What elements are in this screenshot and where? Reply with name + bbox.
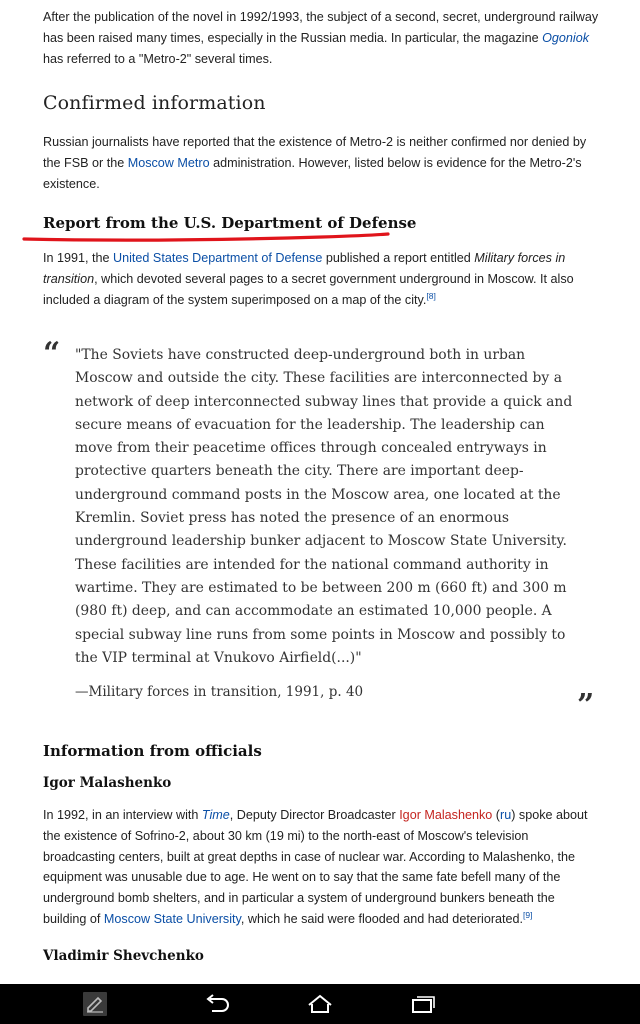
text: , which devoted several pages to a secret government underground in Moscow. It also included a diagram of the system superimposed on a map of the city. (43, 271, 574, 307)
us-department-of-defense-link[interactable]: United States Department of Defense (113, 251, 323, 265)
malashenko-paragraph (43, 805, 599, 930)
ogoniok-link[interactable]: Ogoniok (542, 30, 590, 45)
reference-8-link[interactable]: [8] (426, 290, 436, 301)
close-quote-mark: ” (577, 688, 595, 723)
moscow-metro-link[interactable]: Moscow Metro (127, 155, 210, 170)
text: Russian journalists have reported that the existence of Metro-2 is neither confirmed nor denied by the FSB or the (43, 135, 587, 170)
home-icon[interactable] (303, 990, 337, 1018)
dod-report-heading: Report from the U.S. Department of Defense (43, 214, 417, 232)
blockquote-citation: —Military forces in transition, 1991, p. 40 (75, 684, 364, 700)
red-underline-annotation (22, 229, 392, 247)
text: has referred to a "Metro-2" several times. (43, 51, 273, 66)
back-icon[interactable] (200, 990, 234, 1018)
text: published a report entitled (322, 251, 475, 265)
intro-paragraph (43, 7, 599, 69)
text: administration. However, listed below is evidence for the Metro-2's existence. (43, 155, 582, 191)
text: In 1992, in an interview with (43, 808, 202, 822)
edit-icon[interactable] (80, 990, 110, 1018)
report-title: Military forces in transition (43, 251, 566, 286)
recent-apps-icon[interactable] (406, 990, 440, 1018)
text: In 1991, the (43, 251, 114, 265)
text: ( (492, 808, 500, 822)
igor-malashenko-link[interactable]: Igor Malashenko (399, 808, 493, 822)
confirmed-paragraph (43, 132, 599, 194)
text: After the publication of the novel in 1992/1993, the subject of a second, secret, underground railway has been raised many times, especially in the Russian media. In particular, the magazine (43, 10, 599, 45)
dod-paragraph (43, 248, 599, 310)
information-from-officials-heading: Information from officials (43, 742, 262, 760)
confirmed-information-heading: Confirmed information (43, 92, 266, 114)
ru-link[interactable]: ru (500, 808, 512, 822)
blockquote-text: "The Soviets have constructed deep-underground both in urban Moscow and outside the city. These facilities are interconnected by a network of deep interconnected subway lines that provide a quick and secure means of evacuation for the leadership. The leadership can move from their peacetime offices through concealed entryways in protective quarters beneath the city. There are important deep-underground command posts in the Moscow area, one located at the Kremlin. Soviet press has noted the presence of an enormous underground leadership bunker adjacent to Moscow State University. These facilities are intended for the national command authority in wartime. They are estimated to be between 200 m (660 ft) and 300 m (980 ft) deep, and can accommodate an estimated 10,000 people. A special subway line runs from some points in Moscow and possibly to the VIP terminal at Vnukovo Airfield(...)" (75, 347, 573, 666)
time-link[interactable]: Time (201, 808, 230, 822)
moscow-state-university-link[interactable]: Moscow State University (103, 911, 241, 926)
reference-9-link[interactable]: [9] (523, 909, 533, 920)
text: , which he said were flooded and had deteriorated. (240, 911, 524, 926)
open-quote-mark: “ (43, 336, 61, 371)
text: ) spoke about the existence of Sofrino-2, about 30 km (19 mi) to the north-east of Moscow's television broadcasting centers, built at great depths in case of nuclear war. According to Malashenko, the equipment was unusable due to age. He went on to say that the same fate befell many of the underground bomb shelters, and in particular a system of underground bunkers beneath the building of (43, 808, 588, 926)
android-navigation-bar (0, 984, 640, 1024)
text: , Deputy Director Broadcaster (229, 808, 400, 822)
vladimir-shevchenko-subheading: Vladimir Shevchenko (43, 948, 204, 964)
igor-malashenko-subheading: Igor Malashenko (43, 775, 172, 791)
